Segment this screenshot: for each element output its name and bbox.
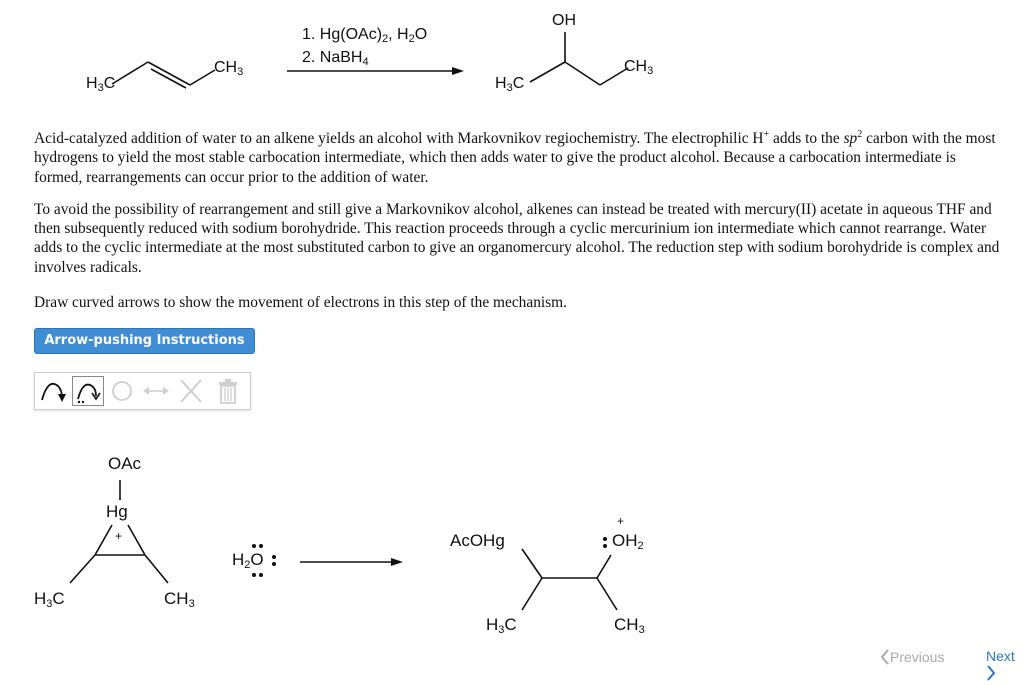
paragraph-oxymercuration: To avoid the possibility of rearrangement and still give a Markovnikov alcohol, alkenes can instead be treated with mercury(II) acetate in aqueous THF and then subsequently reduced with sodium borohydride. This reaction proceeds through a cyclic mercurinium ion intermediate which cannot rearrange. Water adds to the cyclic intermediate at the most substituted carbon to give an organomercury alcohol. The reduction step with sodium borohydride is complex and involves radicals. xyxy=(34,201,1000,276)
product-acohg-label: AcOHg xyxy=(450,531,505,550)
right-methyl-bond xyxy=(145,555,168,583)
delete-x-icon[interactable] xyxy=(175,376,207,406)
prod-bond-oh2 xyxy=(597,555,611,578)
mechanism-arrow-head xyxy=(391,558,403,566)
prod-bond-acohg xyxy=(522,549,542,578)
oac-label: OAc xyxy=(108,454,142,473)
resonance-arrow-icon[interactable] xyxy=(140,376,172,406)
water-lone-pair-bottom-1 xyxy=(252,573,256,577)
product-ch3-label: $CH_3$ xyxy=(624,58,654,77)
product-h3c-label: $H_3C$ xyxy=(486,615,517,636)
ring-bond-right xyxy=(128,525,145,555)
reactant-ch3-label: $CH_3$ xyxy=(214,59,244,78)
water-lone-pair-top-2 xyxy=(259,544,263,548)
water-label: $H_2O$ xyxy=(232,550,264,571)
water-lone-pair-right-2 xyxy=(272,562,276,566)
curved-arrow-tool-icon[interactable] xyxy=(38,376,70,406)
left-h3c-label: $H_3C$ xyxy=(34,589,65,610)
water-lone-pair-top-1 xyxy=(252,544,256,548)
water-lone-pair-bottom-2 xyxy=(259,573,263,577)
hg-label: Hg xyxy=(106,502,128,521)
oh2-lone-pair-2 xyxy=(603,544,607,548)
reagent-step-1: 1. $Hg(OAc)_2$, $H_2O$ xyxy=(302,26,428,45)
product-oh-label: OH xyxy=(552,12,576,29)
product-h3c-label: $H_3C$ xyxy=(495,75,525,94)
prod-bond-h3c xyxy=(522,578,542,610)
reactant-bond-1 xyxy=(112,62,148,84)
product-ch3-label: $CH_3$ xyxy=(614,615,645,636)
mercurinium-charge: + xyxy=(115,529,123,543)
left-ch3-label: $CH_3$ xyxy=(164,589,195,610)
product-bond-2 xyxy=(565,62,600,85)
prod-bond-ch3 xyxy=(597,578,617,610)
reactant-bond-3 xyxy=(190,70,215,85)
reagent-step-2: 2. NaBH$_4$ xyxy=(302,49,369,68)
product-oh2-label: $OH_2$ xyxy=(612,531,644,552)
product-bond-1 xyxy=(530,62,565,82)
single-electron-arrow-tool-icon[interactable] xyxy=(72,376,104,406)
previous-button[interactable]: Previous xyxy=(880,648,944,666)
ring-tool-icon[interactable] xyxy=(106,376,138,406)
reactant-h3c-label: $H_3C$ xyxy=(86,75,116,94)
next-button[interactable]: Next xyxy=(986,648,1024,682)
oh2-lone-pair-1 xyxy=(603,537,607,541)
paragraph-instruction: Draw curved arrows to show the movement of electrons in this step of the mechanism. xyxy=(34,294,567,311)
ring-bond-left xyxy=(95,525,112,555)
reactant-double-bond-a xyxy=(148,62,190,85)
reaction-arrow-head xyxy=(452,67,464,75)
paragraph-acid-catalyzed: Acid-catalyzed addition of water to an alkene yields an alcohol with Markovnikov regiochemistry. The electrophilic H+ adds to the $sp^2$ carbon with the most hydrogens to yield the most stable carbocation intermediate, which then adds water to give the product alcohol. Because a carbocation intermediate is formed, rearrangements can occur prior to the addition of water. xyxy=(34,129,996,186)
product-oh2-charge: + xyxy=(617,514,625,528)
mechanism-bonds xyxy=(0,425,1024,685)
chevron-right-icon xyxy=(986,664,996,682)
water-lone-pair-right-1 xyxy=(272,555,276,559)
left-methyl-bond xyxy=(70,555,95,583)
drawing-toolbar xyxy=(34,372,251,410)
arrow-pushing-instructions-button[interactable]: Arrow-pushing Instructions xyxy=(34,328,255,354)
reactant-double-bond-b xyxy=(151,69,186,88)
trash-icon[interactable] xyxy=(213,376,245,406)
chevron-left-icon xyxy=(880,648,890,666)
